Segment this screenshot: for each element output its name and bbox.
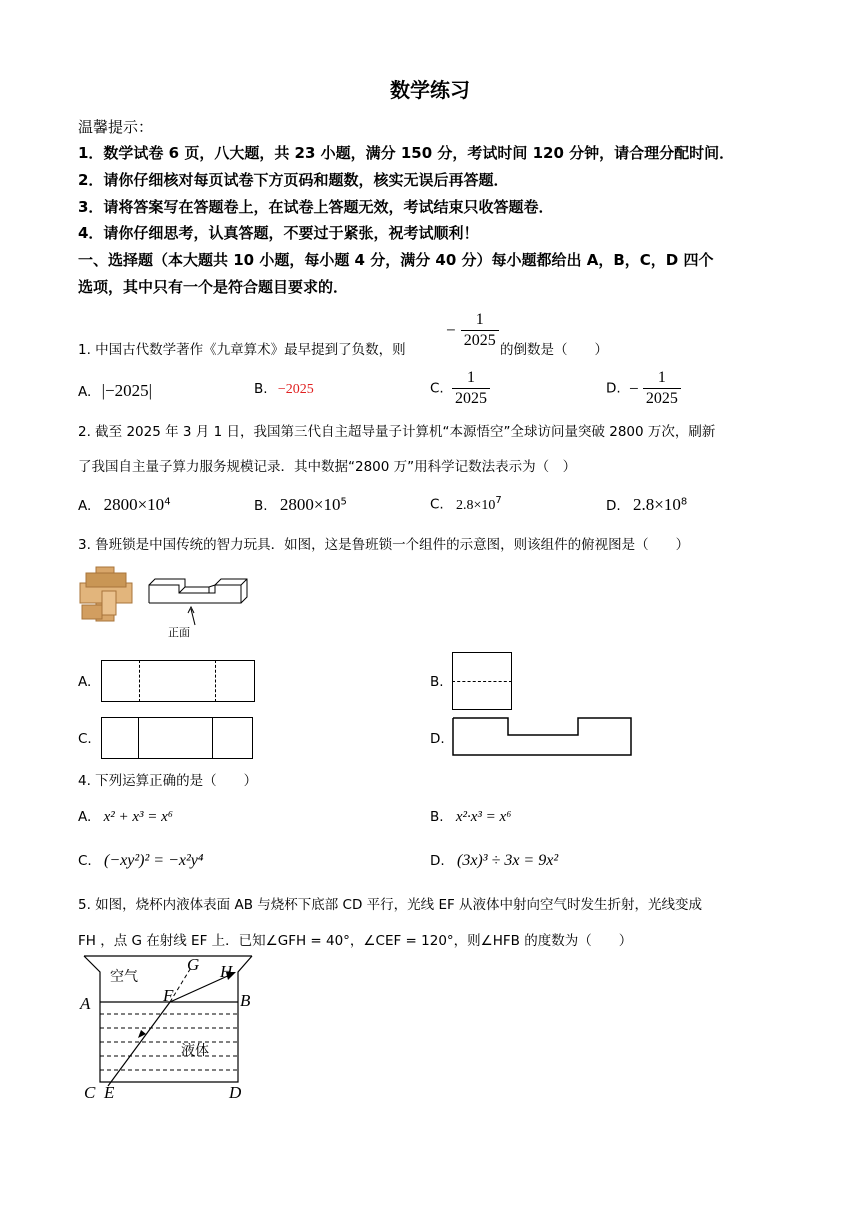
section1-intro-line1: 一、选择题（本大题共 10 小题，每小题 4 分，满分 40 分）每小题都给出 A，B，C，D 四个 (78, 251, 714, 269)
q1-b-value: −2025 (277, 382, 314, 397)
q4-stem: 4. 下列运算正确的是（ ） (78, 773, 258, 789)
q1-frac-num: 1 (461, 310, 499, 331)
q1-d-num: 1 (643, 368, 681, 389)
tip-2: 2．请你仔细核对每页试卷下方页码和题数，核实无误后再答题． (78, 171, 509, 189)
q1-option-c[interactable] (430, 368, 490, 409)
point-h: H (220, 962, 233, 981)
q4-a-label: A. (78, 809, 92, 825)
q3-option-c-label[interactable]: C. (78, 731, 92, 747)
q1-frac-den: 2025 (463, 332, 496, 349)
page-title: 数学练习 (390, 78, 470, 102)
q3-option-b-label[interactable]: B. (430, 674, 444, 690)
tip-1: 1．数学试卷 6 页，八大题，共 23 小题，满分 150 分，考试时间 120 分钟，请合理分配时间． (78, 144, 735, 162)
q4-option-c[interactable] (78, 852, 203, 870)
q1-b-label: B. (254, 381, 268, 397)
q2-option-b[interactable] (254, 495, 347, 515)
q1-c-num: 1 (452, 368, 490, 389)
q3-option-d-label[interactable]: D. (430, 731, 445, 747)
tips-heading: 温馨提示： (78, 118, 154, 136)
q3-option-c-figure[interactable] (101, 717, 253, 759)
tip-3: 3．请将答案写在答题卷上，在试卷上答题无效，考试结束只收答题卷． (78, 198, 554, 216)
q1-a-value: |−2025| (101, 381, 152, 400)
q4-option-d[interactable] (430, 852, 558, 870)
q1-d-den: 2025 (645, 390, 678, 407)
q1-a-label: A. (78, 384, 92, 400)
tip-4: 4．请你仔细思考，认真答题，不要过于紧张，祝考试顺利！ (78, 224, 479, 242)
q2-c-exp: 7 (495, 495, 502, 506)
q4-option-b[interactable] (430, 809, 511, 826)
q1-prefix: 1. 中国古代数学著作《九章算术》最早提到了负数，则 (78, 342, 406, 358)
air-label: 空气 (110, 969, 138, 985)
point-g: G (187, 955, 200, 974)
q1-d-sign: − (628, 378, 639, 398)
q2-option-c[interactable] (430, 495, 502, 514)
q4-b-expr: x²·x³ = x⁶ (455, 809, 512, 825)
point-e: E (104, 1083, 115, 1102)
q4-c-expr: (−xy²)² = −x²y⁴ (104, 852, 204, 869)
q2-c-label: C. (430, 496, 444, 513)
q5-stem-line2: FH ，点 G 在射线 EF 上．已知∠GFH = 40°，∠CEF = 120°，则∠HFB 的度数为（ ） (78, 933, 633, 949)
liquid-label: 液体 (181, 1043, 209, 1059)
q1-fraction (446, 310, 499, 351)
q5-stem-line1: 5. 如图，烧杯内液体表面 AB 与烧杯下底部 CD 平行，光线 EF 从液体中射向空气时发生折射，光线变成 (78, 897, 703, 913)
q2-a-base: 2800×10 (103, 495, 165, 514)
point-c: C (84, 1083, 96, 1102)
q1-option-d[interactable] (606, 368, 681, 409)
q2-b-base: 2800×10 (279, 495, 341, 514)
q2-b-label: B. (254, 498, 268, 514)
q2-d-label: D. (606, 498, 621, 514)
q2-a-exp: 4 (164, 496, 171, 508)
q4-c-label: C. (78, 853, 92, 869)
q2-c-base: 2.8×10 (456, 497, 496, 513)
q1-c-den: 2025 (455, 390, 488, 407)
q4-b-label: B. (430, 809, 444, 825)
q2-option-d[interactable] (606, 495, 687, 515)
q3-option-d-figure[interactable] (452, 716, 634, 758)
point-a: A (80, 994, 91, 1013)
q3-option-a-figure[interactable] (101, 660, 255, 702)
section1-intro-line2: 选项，其中只有一个是符合题目要求的． (78, 278, 349, 296)
q1-frac-sign: − (446, 320, 456, 340)
q4-d-label: D. (430, 853, 445, 869)
q3-stem: 3. 鲁班锁是中国传统的智力玩具．如图，这是鲁班锁一个组件的示意图，则该组件的俯视图是（ ） (78, 537, 690, 553)
q2-d-exp: 8 (680, 496, 688, 508)
q2-option-a[interactable] (78, 495, 171, 515)
q1-stem (78, 338, 406, 358)
q4-d-expr: (3x)³ ÷ 3x = 9x² (456, 852, 559, 869)
point-b: B (240, 991, 251, 1010)
q4-option-a[interactable] (78, 809, 173, 826)
q1-option-a[interactable] (78, 381, 152, 401)
q4-a-expr: x² + x³ = x⁶ (103, 809, 174, 825)
q2-stem-line2: 了我国自主量子算力服务规模记录．其中数据“2800 万”用科学记数法表示为（ ） (78, 459, 577, 475)
q2-a-label: A. (78, 498, 92, 514)
point-f: F (163, 986, 174, 1005)
q1-option-b[interactable] (254, 381, 314, 398)
q1-c-label: C. (430, 380, 444, 397)
q2-d-base: 2.8×10 (632, 495, 681, 514)
point-d: D (229, 1083, 242, 1102)
q3-option-a-label[interactable]: A. (78, 674, 92, 690)
q2-stem-line1: 2. 截至 2025 年 3 月 1 日，我国第三代自主超导量子计算机“本源悟空”全球访问量突破 2800 万次，刷新 (78, 424, 716, 440)
q1-suffix: 的倒数是（ ） (500, 342, 608, 358)
q2-b-exp: 5 (340, 496, 347, 508)
luban-lock-photo (78, 565, 134, 623)
front-label: 正面 (168, 626, 190, 639)
q1-d-label: D. (606, 380, 621, 397)
component-sketch (145, 573, 255, 643)
